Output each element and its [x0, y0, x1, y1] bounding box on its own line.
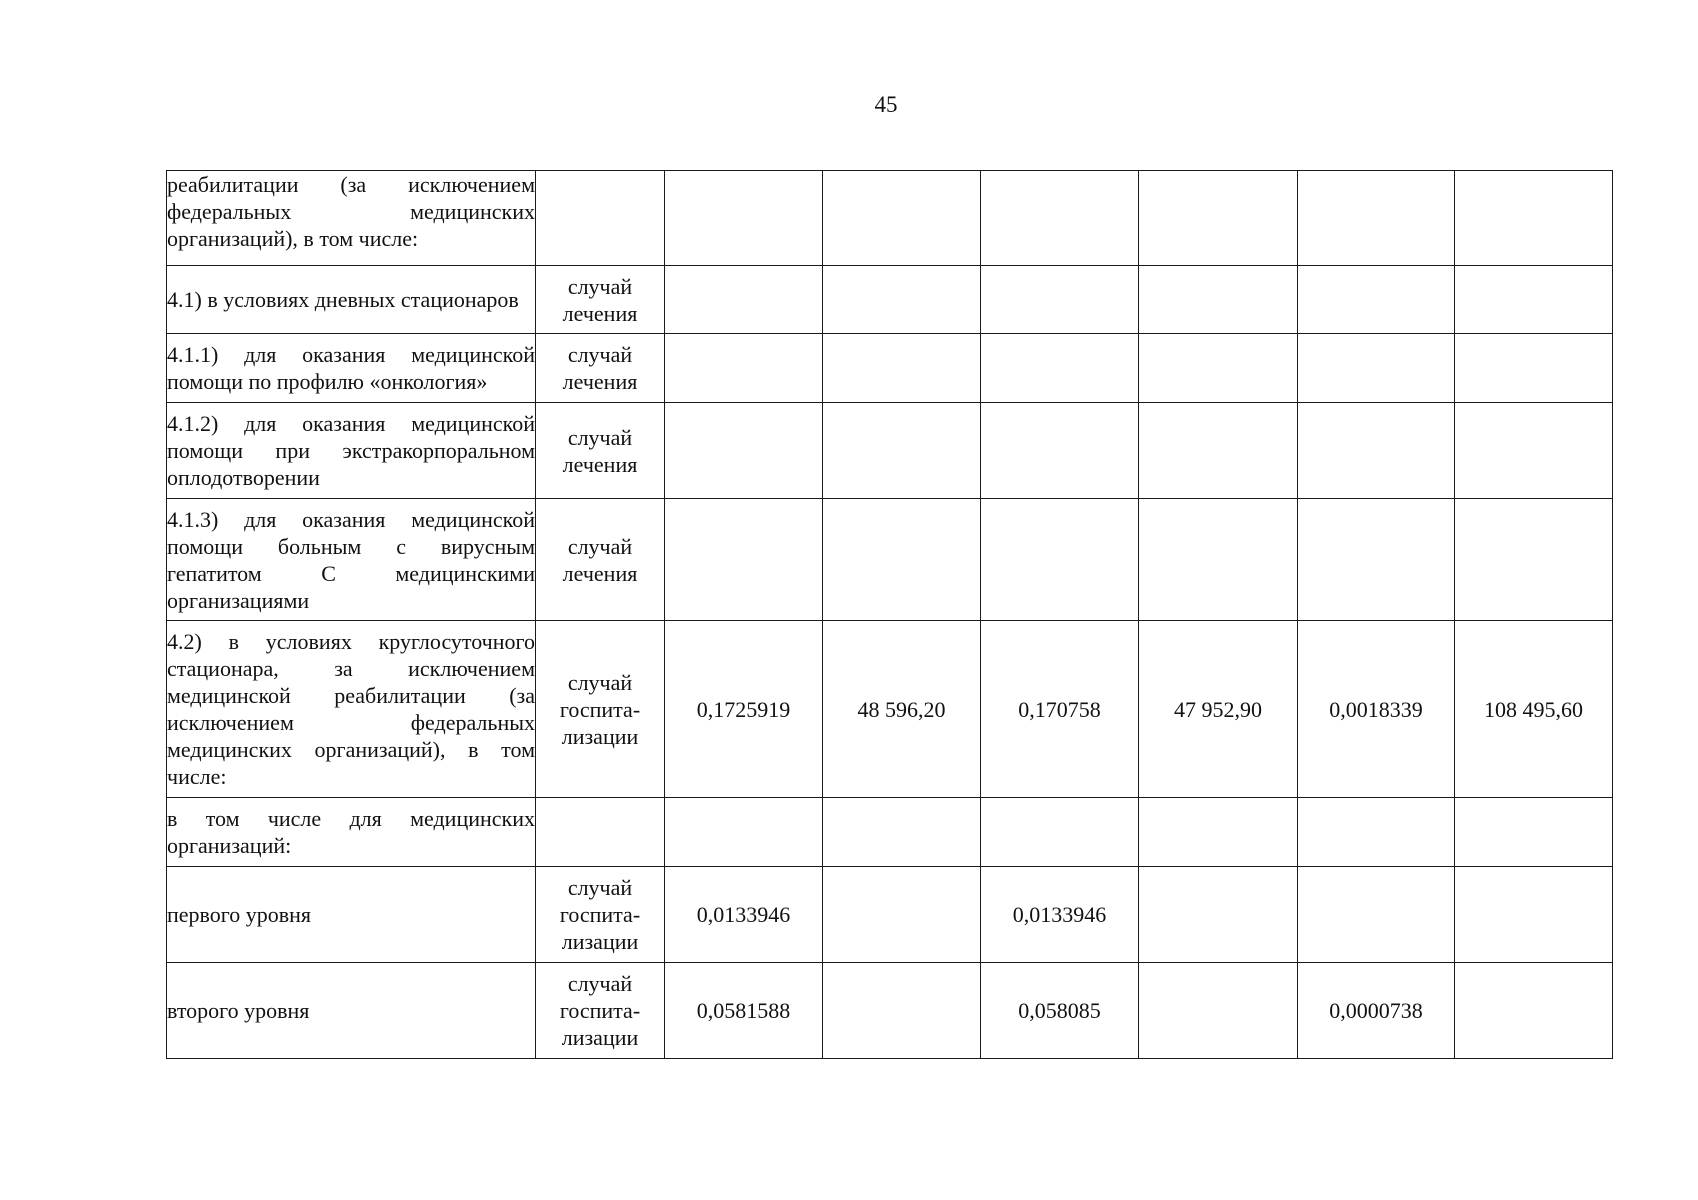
row-value: [1139, 266, 1298, 334]
row-description: 4.1.3) для оказания медицинской помощи больным с вирусным гепатитом С медицинскими организациями: [167, 499, 536, 621]
row-unit: [536, 171, 665, 266]
row-unit: случай госпита-лизации: [536, 867, 665, 963]
row-value: [823, 963, 981, 1059]
row-value: [665, 403, 823, 499]
row-value: 0,0133946: [665, 867, 823, 963]
row-value: 0,0581588: [665, 963, 823, 1059]
row-description: 4.2) в условиях круглосуточного стационара, за исключением медицинской реабилитации (за исключением федеральных медицинских организаций), в том числе:: [167, 621, 536, 798]
page-number: 45: [874, 92, 898, 117]
row-value: 47 952,90: [1139, 621, 1298, 798]
row-value: [981, 171, 1139, 266]
row-value: [1139, 334, 1298, 403]
row-value: [823, 867, 981, 963]
row-value: [1455, 171, 1613, 266]
row-value: 0,058085: [981, 963, 1139, 1059]
row-value: [1139, 867, 1298, 963]
row-value: [1298, 798, 1455, 867]
row-value: [1455, 798, 1613, 867]
row-value: [1139, 798, 1298, 867]
row-description: 4.1.1) для оказания медицинской помощи по профилю «онкология»: [167, 334, 536, 403]
table-row: [167, 266, 1613, 334]
row-value: 0,0133946: [981, 867, 1139, 963]
row-value: [823, 266, 981, 334]
row-description: в том числе для медицинских организаций:: [167, 798, 536, 867]
row-value: [1298, 266, 1455, 334]
row-value: [1139, 963, 1298, 1059]
row-value: 0,0000738: [1298, 963, 1455, 1059]
row-value: [1139, 403, 1298, 499]
row-value: [665, 499, 823, 621]
row-value: [1139, 499, 1298, 621]
row-value: [1455, 266, 1613, 334]
data-table: [166, 170, 1613, 1059]
row-description: второго уровня: [167, 963, 536, 1059]
row-value: 48 596,20: [823, 621, 981, 798]
row-unit: случай лечения: [536, 266, 665, 334]
row-value: [981, 403, 1139, 499]
row-value: [1455, 867, 1613, 963]
table-row: [167, 621, 1613, 798]
table-row: [167, 867, 1613, 963]
table-row: [167, 171, 1613, 266]
table-row: [167, 403, 1613, 499]
row-value: [1455, 403, 1613, 499]
row-unit: случай лечения: [536, 499, 665, 621]
row-description: первого уровня: [167, 867, 536, 963]
row-value: [981, 266, 1139, 334]
row-value: [1298, 334, 1455, 403]
row-value: [823, 499, 981, 621]
row-value: [1455, 499, 1613, 621]
row-unit: случай госпита-лизации: [536, 621, 665, 798]
row-value: [665, 266, 823, 334]
row-value: [1298, 867, 1455, 963]
row-value: [1455, 334, 1613, 403]
row-value: [1455, 963, 1613, 1059]
row-value: [823, 334, 981, 403]
table-row: [167, 963, 1613, 1059]
row-value: [823, 171, 981, 266]
table-row: [167, 334, 1613, 403]
row-value: 0,170758: [981, 621, 1139, 798]
row-value: [1298, 499, 1455, 621]
row-value: [1139, 171, 1298, 266]
row-value: [981, 499, 1139, 621]
table-row: [167, 798, 1613, 867]
row-value: [981, 334, 1139, 403]
row-value: [981, 798, 1139, 867]
row-description: реабилитации (за исключением федеральных медицинских организаций), в том числе:: [167, 171, 536, 266]
row-value: [823, 403, 981, 499]
row-value: [665, 171, 823, 266]
row-value: [665, 334, 823, 403]
row-value: [665, 798, 823, 867]
row-value: [1298, 403, 1455, 499]
row-unit: случай лечения: [536, 403, 665, 499]
row-value: [823, 798, 981, 867]
row-description: 4.1.2) для оказания медицинской помощи при экстракорпоральном оплодотворении: [167, 403, 536, 499]
row-unit: случай госпита-лизации: [536, 963, 665, 1059]
row-value: 108 495,60: [1455, 621, 1613, 798]
table-row: [167, 499, 1613, 621]
row-unit: случай лечения: [536, 334, 665, 403]
row-value: 0,1725919: [665, 621, 823, 798]
row-description: 4.1) в условиях дневных стационаров: [167, 266, 536, 334]
row-value: [1298, 171, 1455, 266]
row-value: 0,0018339: [1298, 621, 1455, 798]
row-unit: [536, 798, 665, 867]
